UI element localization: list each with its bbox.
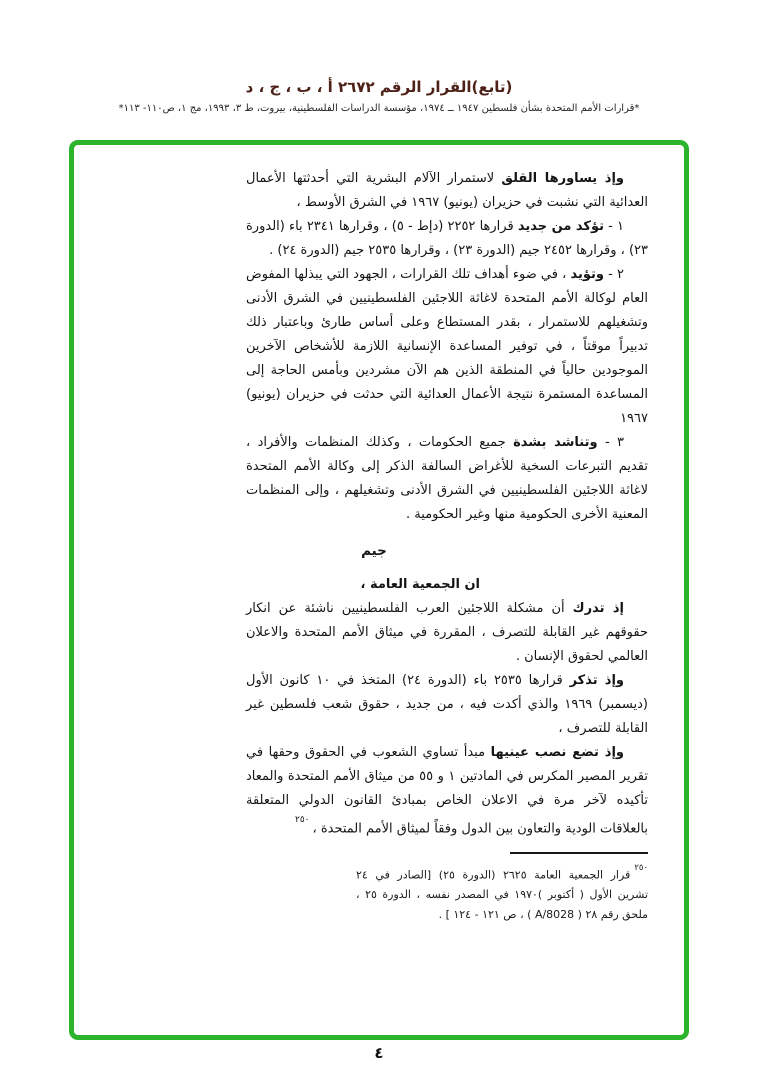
paragraph-text: أن مشكلة اللاجئين العرب الفلسطينيين ناشئة عن انكار حقوقهم غير القابلة للتصرف ، المقررة في ميثاق الأمم المتحدة والاعلان العالمي لحقوق الإنسان . [246,601,648,664]
preamble-paragraph-concern [246,167,648,215]
page-number: ٤ [374,1044,384,1062]
paragraph-lead: ان الجمعية العامة ، [360,577,480,592]
footnote-separator-rule [510,852,648,854]
paragraph-text: مبدأ تساوي الشعوب في الحقوق وحقها في تقرير المصير المكرس في المادتين ١ و ٥٥ من ميثاق الأمم المتحدة والمعاد تأكيده لآخر مرة في الاعلان الخاص بمبادئ القانون الدولي المتعلقة بالعلاقات الودية والتعاون بين الدول وفقاً لميثاق الأمم المتحدة ، [246,745,648,837]
paragraph-lead: إذ تدرك [572,601,625,616]
preamble-paragraph-bearing-in-mind [246,741,648,841]
paragraph-lead: وتؤيد [570,267,604,282]
operative-paragraph-3 [246,431,648,527]
paragraph-text: جميع الحكومات ، وكذلك المنظمات والأفراد ، تقديم التبرعات السخية للأغراض السالفة الذكر إلى وكالة الأمم المتحدة لاغاثة اللاجئين الفلسطينيين في الشرق الأدنى وتشغيلهم ، وإلى المنظمات المعنية الأخرى الحكومية منها وغير الحكومية . [246,435,648,522]
paragraph-number: ١ - [604,219,624,234]
resolution-title: (تابع)القرار الرقم ٢٦٧٢ أ ، ب ، ج ، د [245,78,513,96]
paragraph-text: قرارها ٢٢٥٢ (دإط - ٥) ، وقرارها ٢٣٤١ باء (الدورة ٢٣) ، وقرارها ٢٤٥٢ جيم (الدورة ٢٣) ، وقرارها ٢٥٣٥ جيم (الدورة ٢٤) . [246,219,648,258]
paragraph-text: ، في ضوء أهداف تلك القرارات ، الجهود التي يبذلها المفوض العام لوكالة الأمم المتحدة لاغاثة اللاجئين الفلسطينيين في الشرق الأدنى وتشغيلهم للاستمرار ، بقدر المستطاع وعلى أساس طارئ وباعتبار ذلك تدبيراً موقتاً ، في توفير المساعدة الإنسانية اللازمة للأشخاص الآخرين الموجودين حالياً في المنطقة الذين هم الآن مشردين وبأمس الحاجة إلى المساعدة المستمرة نتيجة الأعمال العدائية التي حدثت في حزيران (يونيو) ١٩٦٧ [246,267,648,426]
paragraph-lead: تؤكد من جديد [517,219,605,234]
footnote-marker: ٢٥٠ [634,863,649,874]
paragraph-lead: وتناشد بشدة [513,435,598,450]
paragraph-text: لاستمرار الآلام البشرية التي أحدثتها الأعمال العدائية التي نشبت في حزيران (يونيو) ١٩٦٧ في الشرق الأوسط ، [246,171,648,210]
footnote-text: قرار الجمعية العامة ٢٦٢٥ (الدورة ٢٥) [الصادر في ٢٤ تشرين الأول ( أكتوبر )١٩٧٠ في المصدر نفسه ، الدورة ٢٥ ، ملحق رقم ٢٨ ( A/8028 ) ، ص ١٢١ - ١٢٤ ] . [356,868,649,921]
body-text-column [246,167,648,924]
source-citation: *قرارات الأمم المتحدة بشأن فلسطين ١٩٤٧ ــ ١٩٧٤، مؤسسة الدراسات الفلسطينية، بيروت، ط ٣، ١٩٩٣، مج ١، ص١١٠- ١١٣* [118,103,640,114]
paragraph-number: ٢ - [604,267,624,282]
paragraph-number: ٣ - [597,435,624,450]
paragraph-text: قرارها ٢٥٣٥ باء (الدورة ٢٤) المتخذ في ١٠ كانون الأول (ديسمبر) ١٩٦٩ والذي أكدت فيه ، من جديد ، حقوق شعب فلسطين غير القابلة للتصرف ، [246,673,648,736]
section-heading-jim: جيم [361,543,387,559]
paragraph-lead: وإذ يساورها القلق [501,171,624,186]
paragraph-lead: وإذ تضع نصب عينيها [490,745,625,760]
operative-paragraph-2 [246,263,648,431]
footnote [356,863,648,924]
preamble-paragraph-recalling [246,669,648,741]
paragraph-lead: وإذ تذكر [569,673,625,688]
footnote-reference: ٢٥٠ [294,815,310,825]
salutation-general-assembly [246,573,648,597]
operative-paragraph-1 [246,215,648,263]
preamble-paragraph-aware [246,597,648,669]
page-header [0,78,758,114]
